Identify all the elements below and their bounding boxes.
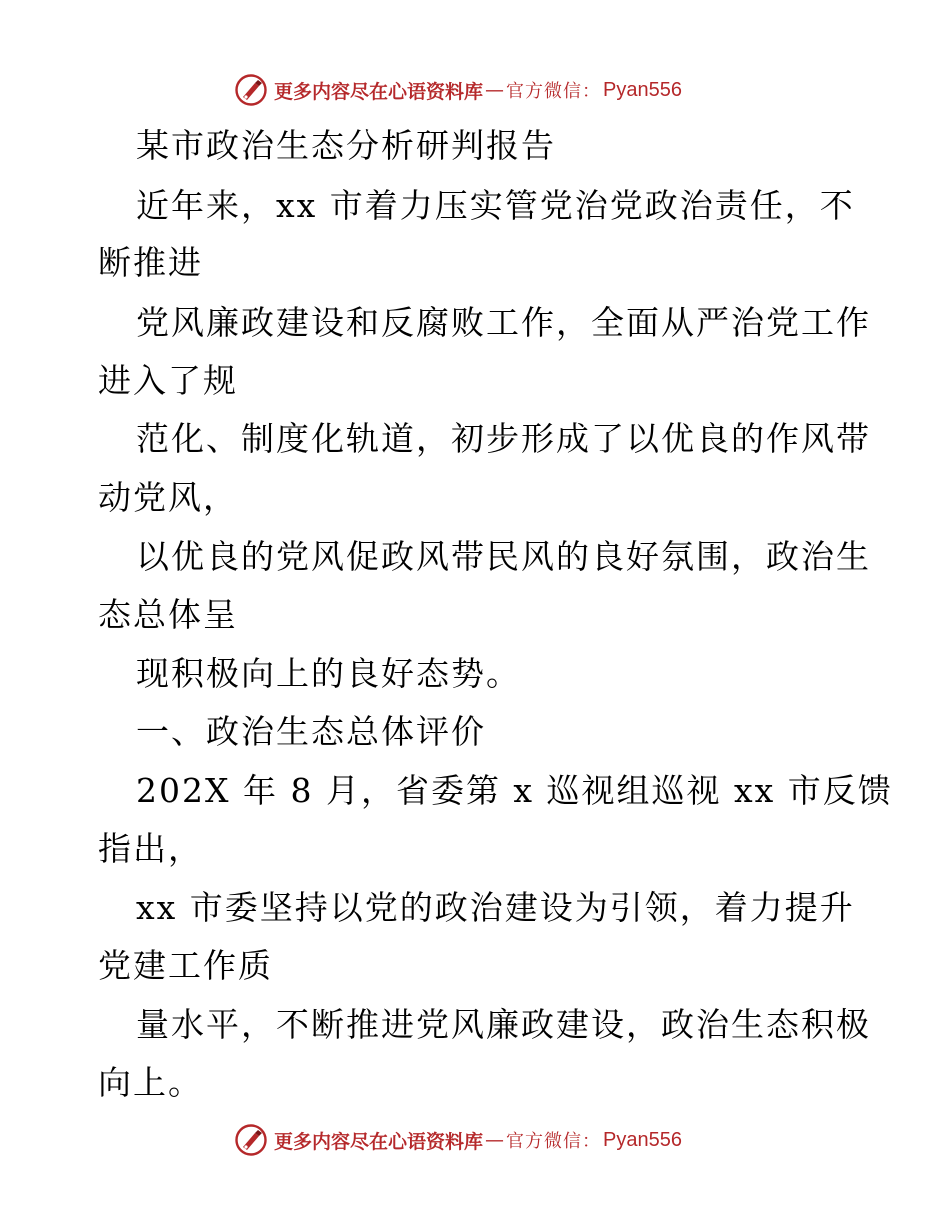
watermark-handle: Pyan556: [603, 1128, 682, 1151]
paragraph-line: 以优良的党风促政风带民风的良好氛围，政治生: [136, 537, 871, 576]
watermark-handle: Pyan556: [603, 78, 682, 101]
paragraph-line: 量水平，不断推进党风廉政建设，政治生态积极: [136, 1005, 871, 1044]
watermark-main-text: 更多内容尽在心语资料库: [274, 1130, 484, 1153]
section-heading: 一、政治生态总体评价: [136, 712, 486, 751]
watermark-sub-text: 官方微信：: [506, 1131, 602, 1152]
watermark-dash: —: [485, 1129, 505, 1151]
pen-nib-logo-icon: [234, 1123, 268, 1157]
watermark-dash: —: [485, 79, 505, 101]
paragraph-line: 党风廉政建设和反腐败工作，全面从严治党工作: [136, 303, 871, 342]
paragraph-line: 202X 年 8 月，省委第 x 巡视组巡视 xx 市反馈: [136, 771, 893, 810]
paragraph-line: 态总体呈: [98, 595, 238, 634]
paragraph-line: 指出，: [98, 829, 203, 868]
paragraph-line: 现积极向上的良好态势。: [136, 654, 521, 693]
pen-nib-logo-icon: [234, 73, 268, 107]
paragraph-line: 进入了规: [98, 361, 238, 400]
document-title: 某市政治生态分析研判报告: [136, 126, 556, 165]
watermark-banner-bottom: [234, 1122, 682, 1158]
paragraph-line: 范化、制度化轨道，初步形成了以优良的作风带: [136, 419, 871, 458]
paragraph-line: xx 市委坚持以党的政治建设为引领，着力提升: [136, 888, 855, 927]
paragraph-line: 党建工作质: [98, 946, 273, 985]
paragraph-line: 近年来，xx 市着力压实管党治党政治责任，不: [136, 186, 855, 225]
watermark-sub-text: 官方微信：: [506, 81, 602, 102]
watermark-banner-top: [234, 72, 682, 108]
paragraph-line: 断推进: [98, 243, 203, 282]
paragraph-line: 动党风，: [98, 478, 238, 517]
paragraph-line: 向上。: [98, 1063, 203, 1102]
watermark-main-text: 更多内容尽在心语资料库: [274, 80, 484, 103]
